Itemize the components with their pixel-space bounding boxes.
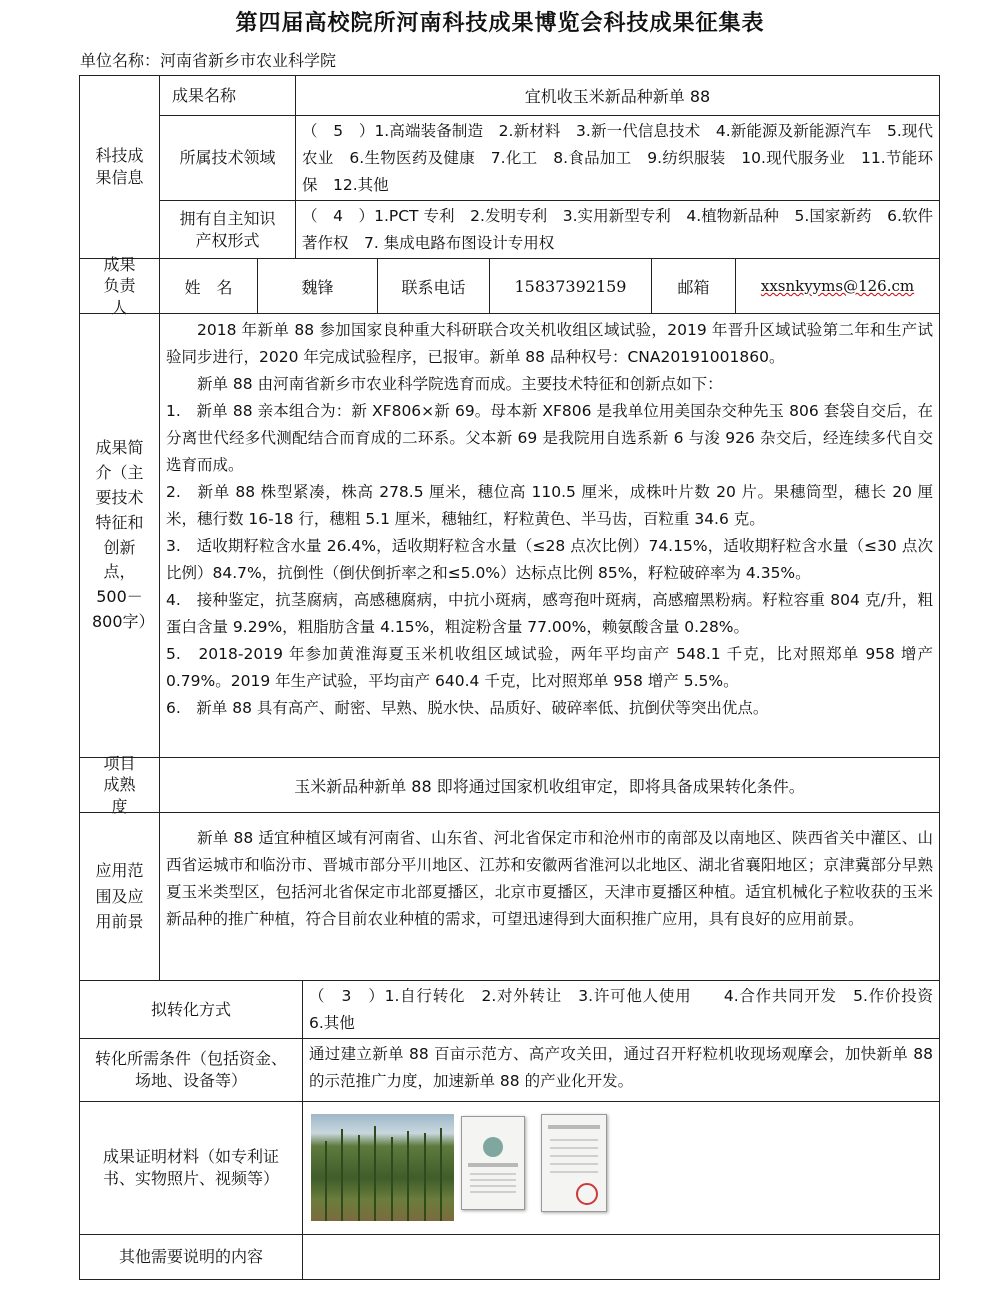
transfer-value: （ 3 ）1.自行转化 2.对外转让 3.许可他人使用 4.合作共同开发 5.作价投资 6.其他 (302, 980, 940, 1039)
achievement-name-label: 成果名称 (159, 75, 296, 116)
summary-item: 6. 新单 88 具有高产、耐密、早熟、脱水快、品质好、破碎率低、抗倒伏等突出优点。 (166, 699, 769, 717)
ip-form-value: （ 4 ）1.PCT 专利 2.发明专利 3.实用新型专利 4.植物新品种 5.国家新药 6.软件著作权 7. 集成电路布图设计专用权 (295, 200, 940, 259)
summary-label: 成果简介（主要技术特征和创新点，500－800字） (79, 313, 160, 758)
evidence-label: 成果证明材料（如专利证书、实物照片、视频等） (79, 1101, 303, 1235)
summary-item: 2. 新单 88 株型紧凑，株高 278.5 厘米，穗位高 110.5 厘米，成株叶片数 20 片。果穗筒型，穗长 20 厘米，穗行数 16-18 行，穗粗 5.1 厘米，穗轴红，籽粒黄色、半马齿，百粒重 34.6 克。 (166, 483, 933, 528)
email-value-cell (735, 258, 940, 314)
maturity-value: 玉米新品种新单 88 即将通过国家机收组审定，即将具备成果转化条件。 (159, 757, 940, 813)
red-seal-icon (576, 1183, 598, 1205)
corn-field-photo[interactable] (311, 1114, 454, 1221)
unit-value: 河南省新乡市农业科学院 (160, 51, 337, 70)
evidence-cell (302, 1101, 940, 1235)
form-title: 第四届高校院所河南科技成果博览会科技成果征集表 (235, 10, 765, 36)
summary-item: 5. 2018-2019 年参加黄淮海夏玉米机收组区域试验，两年平均亩产 548.1 千克，比对照郑单 958 增产 0.79%。2019 年生产试验，平均亩产 640.4 千克，比对照郑单 958 增产 5.5%。 (166, 645, 933, 690)
form-table (79, 75, 949, 1280)
email-value[interactable]: xxsnkyyms@126.cm (760, 277, 915, 295)
info-section-label: 科技成果信息 (79, 75, 160, 259)
phone-value: 15837392159 (489, 258, 652, 314)
tech-field-value: （ 5 ）1.高端装备制造 2.新材料 3.新一代信息技术 4.新能源及新能源汽车 5.现代农业 6.生物医药及健康 7.化工 8.食品加工 9.纺织服装 10.现代服务业 11.节能环保 12.其他 (295, 115, 940, 201)
maturity-label: 项目成熟度 (79, 757, 160, 813)
transfer-label: 拟转化方式 (79, 980, 303, 1039)
variety-certificate-image-2[interactable] (541, 1114, 607, 1212)
summary-paragraph: 新单 88 由河南省新乡市农业科学院选育而成。主要技术特征和创新点如下： (197, 375, 723, 393)
variety-certificate-image-1[interactable] (461, 1116, 525, 1210)
owner-name-label: 姓 名 (159, 258, 258, 314)
application-value: 新单 88 适宜种植区域有河南省、山东省、河北省保定市和沧州市的南部及以南地区、陕西省关中灌区、山西省运城市和临汾市、晋城市部分平川地区、江苏和安徽两省淮河以北地区、湖北省襄阳地区；京津冀部分早熟夏玉米类型区，包括河北省保定市北部夏播区，北京市夏播区，天津市夏播区种植。适宜机械化子粒收获的玉米新品种的推广种植，符合目前农业种植的需求，可望迅速得到大面积推广应用，具有良好的应用前景。 (166, 829, 933, 928)
summary-item: 1. 新单 88 亲本组合为：新 XF806×新 69。母本新 XF806 是我单位用美国杂交种先玉 806 套袋自交后，在分离世代经多代测配结合而育成的二环系。父本新 69 是我院用自选系新 6 与浚 926 杂交后，经连续多代自交选育而成。 (166, 402, 933, 474)
tech-field-label: 所属技术领域 (159, 115, 296, 201)
conditions-label: 转化所需条件（包括资金、场地、设备等） (79, 1038, 303, 1102)
unit-name (80, 48, 336, 71)
owner-name-value: 魏锋 (257, 258, 378, 314)
other-label: 其他需要说明的内容 (79, 1234, 303, 1280)
ip-form-label: 拥有自主知识产权形式 (159, 200, 296, 259)
owner-label: 成果负责人 (79, 258, 160, 314)
conditions-value: 通过建立新单 88 百亩示范方、高产攻关田，通过召开籽粒机收现场观摩会，加快新单 88的示范推广力度，加速新单 88 的产业化开发。 (302, 1038, 940, 1102)
summary-item: 3. 适收期籽粒含水量 26.4%，适收期籽粒含水量（≤28 点次比例）74.15%，适收期籽粒含水量（≤30 点次比例）84.7%，抗倒性（倒伏倒折率之和≤5.0%）达标点比例 85%，籽粒破碎率为 4.35%。 (166, 537, 933, 582)
unit-label: 单位名称： (80, 51, 161, 70)
summary-item: 4. 接种鉴定，抗茎腐病，高感穗腐病，中抗小斑病，感弯孢叶斑病，高感瘤黑粉病。籽粒容重 804 克/升，粗蛋白含量 9.29%，粗脂肪含量 4.15%，粗淀粉含量 77.00%，赖氨酸含量 0.28%。 (166, 591, 933, 636)
achievement-name-value: 宜机收玉米新品种新单 88 (295, 75, 940, 116)
summary-paragraph: 2018 年新单 88 参加国家良种重大科研联合攻关机收组区域试验，2019 年晋升区域试验第二年和生产试验同步进行，2020 年完成试验程序，已报审。新单 88 品种权号：CNA20191001860。 (166, 321, 933, 366)
other-value[interactable] (302, 1234, 940, 1280)
summary-body (159, 313, 940, 758)
application-label: 应用范围及应用前景 (79, 812, 160, 981)
email-label: 邮箱 (651, 258, 736, 314)
phone-label: 联系电话 (377, 258, 490, 314)
application-value-cell (159, 812, 940, 981)
